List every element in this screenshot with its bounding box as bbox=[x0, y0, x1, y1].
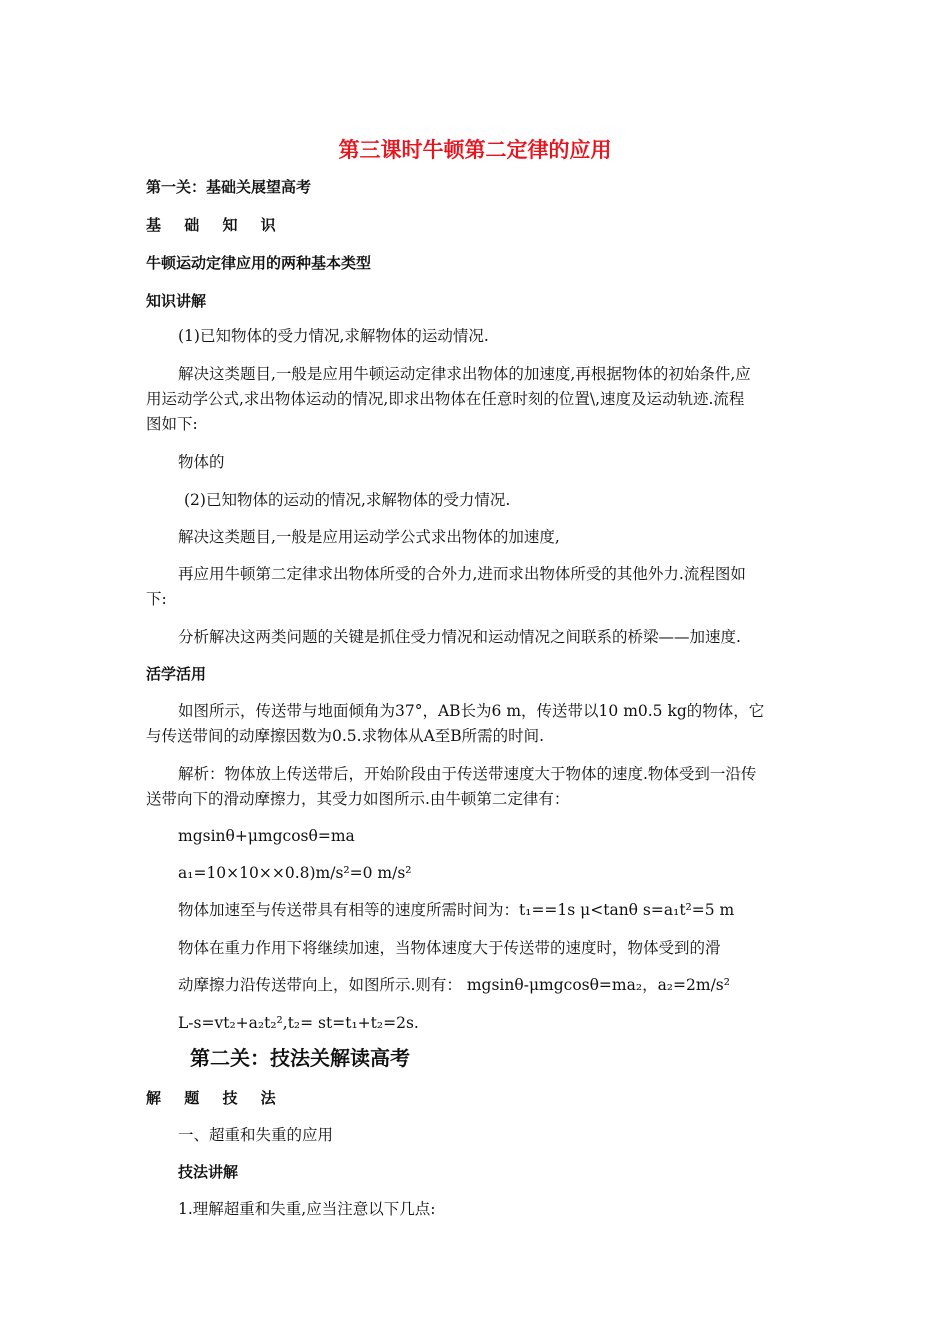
method-item-1: 一、超重和失重的应用 bbox=[178, 1126, 334, 1144]
paragraph-2-line-3: 图如下: bbox=[146, 415, 198, 433]
paragraph-2-line-2: 用运动学公式,求出物体运动的情况,即求出物体在任意时刻的位置\,速度及运动轨迹.流程 bbox=[146, 390, 745, 408]
solution-line-1: 解析：物体放上传送带后，开始阶段由于传送带速度大于物体的速度.物体受到一沿传 bbox=[178, 765, 757, 783]
paragraph-4: (2)已知物体的运动的情况,求解物体的受力情况. bbox=[184, 491, 511, 509]
question-line-1: 如图所示，传送带与地面倾角为37°，AB长为6 m，传送带以10 m0.5 kg的物体，它 bbox=[178, 702, 765, 720]
section-2-heading: 第二关：技法关解读高考 bbox=[190, 1046, 410, 1070]
apply-label: 活学活用 bbox=[146, 665, 207, 683]
method-explain-label: 技法讲解 bbox=[178, 1163, 239, 1181]
question-line-2: 与传送带间的动摩擦因数为0.5.求物体从A至B所需的时间. bbox=[146, 727, 545, 745]
paragraph-5: 解决这类题目,一般是应用运动学公式求出物体的加速度, bbox=[178, 528, 560, 546]
equation-4: 物体在重力作用下将继续加速，当物体速度大于传送带的速度时，物体受到的滑 bbox=[178, 939, 721, 957]
equation-3: 物体加速至与传送带具有相等的速度所需时间为：t₁==1s μ<tanθ s=a₁t²=5 m bbox=[178, 901, 735, 919]
paragraph-6-line-2: 下: bbox=[146, 590, 167, 608]
equation-2: a₁=10×10××0.8)m/s²=0 m/s² bbox=[178, 864, 412, 882]
equation-5: 动摩擦力沿传送带向上，如图所示.则有： mgsinθ-μmgcosθ=ma₂，a₂=2m/s² bbox=[178, 976, 730, 994]
paragraph-6-line-1: 再应用牛顿第二定律求出物体所受的合外力,进而求出物体所受的其他外力.流程图如 bbox=[178, 565, 746, 583]
page-title: 第三课时牛顿第二定律的应用 bbox=[338, 138, 612, 162]
paragraph-3: 物体的 bbox=[178, 453, 225, 471]
method-item-2: 1.理解超重和失重,应当注意以下几点: bbox=[178, 1200, 436, 1218]
equation-1: mgsinθ+μmgcosθ=ma bbox=[178, 827, 355, 845]
paragraph-7: 分析解决这两类问题的关键是抓住受力情况和运动情况之间联系的桥梁——加速度. bbox=[178, 628, 741, 646]
equation-6: L-s=vt₂+a₂t₂²,t₂= st=t₁+t₂=2s. bbox=[178, 1014, 419, 1032]
paragraph-2-line-1: 解决这类题目,一般是应用牛顿运动定律求出物体的加速度,再根据物体的初始条件,应 bbox=[178, 365, 751, 383]
topic-heading: 牛顿运动定律应用的两种基本类型 bbox=[146, 254, 372, 272]
solution-line-2: 送带向下的滑动摩擦力，其受力如图所示.由牛顿第二定律有： bbox=[146, 790, 570, 808]
section-1-heading: 第一关：基础关展望高考 bbox=[146, 178, 312, 196]
paragraph-1: (1)已知物体的受力情况,求解物体的运动情况. bbox=[178, 327, 489, 345]
method-label: 解 题 技 法 bbox=[146, 1089, 285, 1107]
basics-label: 基 础 知 识 bbox=[146, 216, 285, 234]
knowledge-label: 知识讲解 bbox=[146, 292, 207, 310]
